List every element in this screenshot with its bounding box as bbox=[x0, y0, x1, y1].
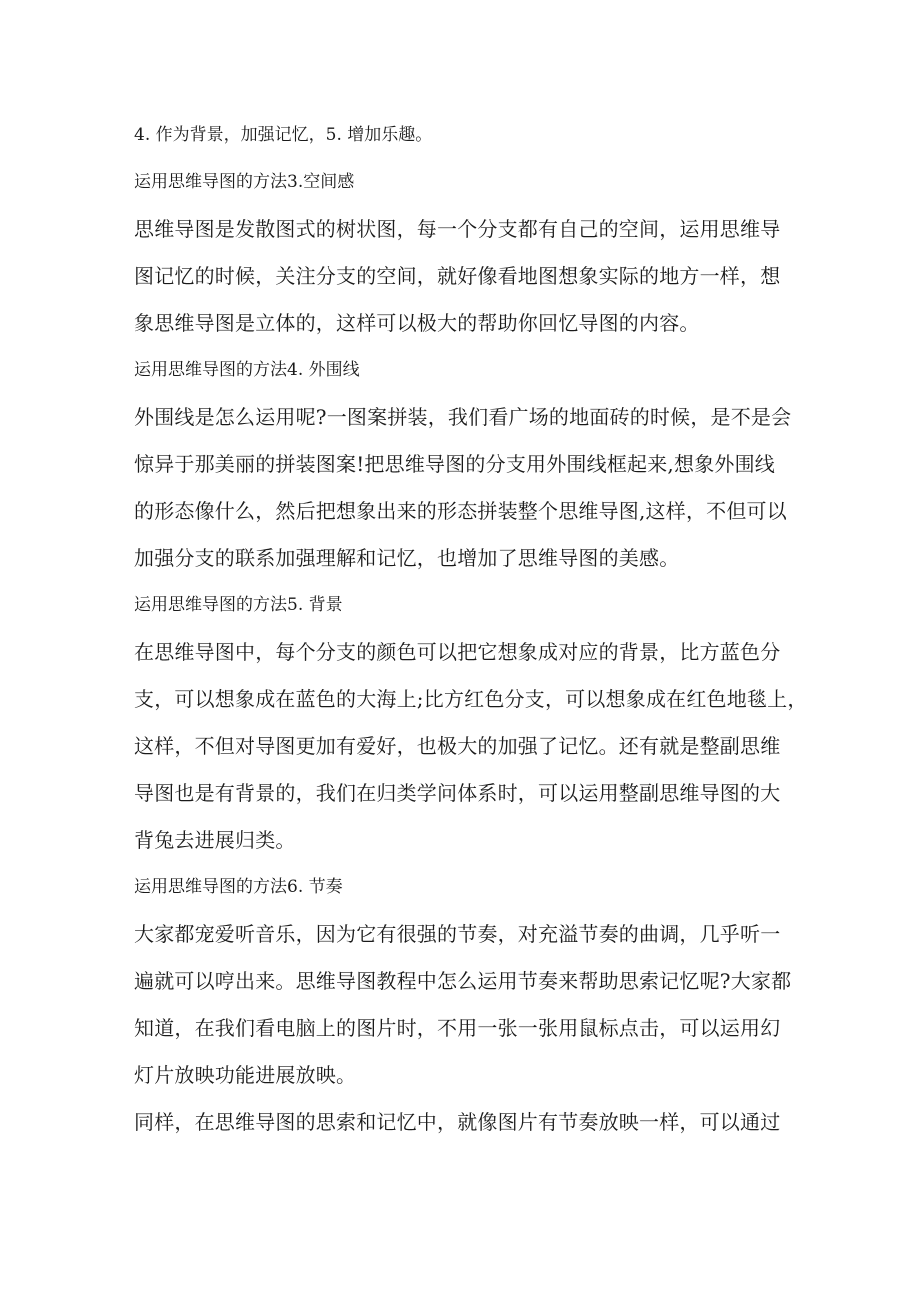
paragraph-line: 图记忆的时候，关注分支的空间，就好像看地图想象实际的地方一样，想 bbox=[134, 264, 781, 288]
paragraph-line: 知道，在我们看电脑上的图片时，不用一张一张用鼠标点击，可以运用幻 bbox=[134, 1016, 781, 1040]
section-heading: 运用思维导图的方法6. 节奏 bbox=[134, 877, 343, 897]
closing-paragraph bbox=[134, 1099, 784, 1146]
section-heading: 运用思维导图的方法4. 外围线 bbox=[134, 360, 360, 380]
paragraph-line: 思维导图是发散图式的树状图，每一个分支都有自己的空间，运用思维导 bbox=[134, 217, 781, 241]
paragraph-line: 象思维导图是立体的，这样可以极大的帮助你回忆导图的内容。 bbox=[134, 311, 700, 335]
paragraph-line: 惊异于那美丽的拼装图案!把思维导图的分支用外围线框起来,想象外围线 bbox=[134, 452, 775, 476]
intro-line: 4. 作为背景，加强记忆，5. 增加乐趣。 bbox=[134, 125, 433, 145]
section-heading: 运用思维导图的方法3.空间感 bbox=[134, 172, 355, 192]
section-spatial bbox=[134, 159, 784, 347]
paragraph-line: 加强分支的联系加强理解和记忆，也增加了思维导图的美感。 bbox=[134, 546, 680, 570]
section-rhythm bbox=[134, 864, 792, 1099]
paragraph-line: 的形态像什么，然后把想象出来的形态拼装整个思维导图,这样，不但可以 bbox=[134, 499, 787, 523]
section-background bbox=[134, 582, 808, 864]
paragraph-line: 灯片放映功能进展放映。 bbox=[134, 1063, 357, 1087]
paragraph-line: 支，可以想象成在蓝色的大海上;比方红色分支，可以想象成在红色地毯上， bbox=[134, 687, 808, 711]
paragraph-line: 遍就可以哼出来。思维导图教程中怎么运用节奏来帮助思索记忆呢?大家都 bbox=[134, 969, 792, 993]
paragraph-line: 这样，不但对导图更加有爱好，也极大的加强了记忆。还有就是整副思维 bbox=[134, 734, 781, 758]
paragraph-line: 同样，在思维导图的思索和记忆中，就像图片有节奏放映一样，可以通过 bbox=[134, 1110, 781, 1134]
section-heading: 运用思维导图的方法5. 背景 bbox=[134, 595, 343, 615]
section-outline bbox=[134, 347, 792, 582]
paragraph-line: 外围线是怎么运用呢?一图案拼装，我们看广场的地面砖的时候，是不是会 bbox=[134, 405, 792, 429]
paragraph-line: 背兔去进展归类。 bbox=[134, 828, 296, 852]
paragraph-line: 导图也是有背景的，我们在归类学问体系时，可以运用整副思维导图的大 bbox=[134, 781, 781, 805]
paragraph-line: 在思维导图中，每个分支的颜色可以把它想象成对应的背景，比方蓝色分 bbox=[134, 640, 781, 664]
document-page bbox=[134, 112, 808, 1146]
paragraph-line: 大家都宠爱听音乐，因为它有很强的节奏，对充溢节奏的曲调，几乎听一 bbox=[134, 922, 781, 946]
